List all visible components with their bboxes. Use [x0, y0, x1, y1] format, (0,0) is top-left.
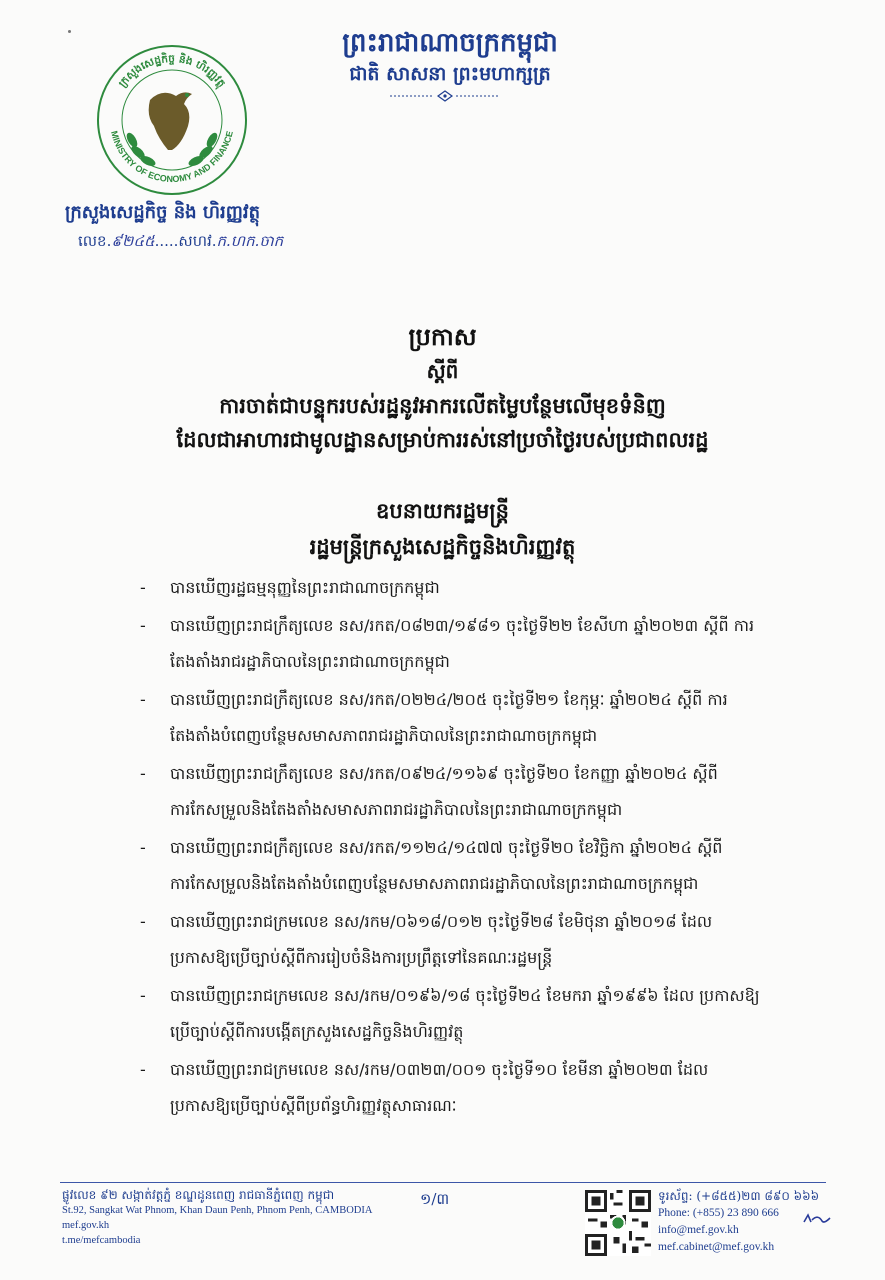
document-concerning: ស្តីពី [426, 359, 459, 383]
kingdom-motto: ជាតិ សាសនា ព្រះមហាក្សត្រ [349, 63, 551, 85]
footer-address [62, 1188, 382, 1248]
citation-text: បានឃើញព្រះរាជក្រឹត្យលេខ នស/រកត/០៩២៤/១១៦៩ ចុះថ្ងៃទី២០ ខែកញ្ញា ឆ្នាំ២០២៤ ស្តីពី ការកែសម្រួលនិងតែងតាំងសមាសភាពរាជរដ្ឋាភិបាលនៃព្រះរាជាណាចក្រកម្ពុជា [170, 764, 718, 819]
ministry-logo [92, 40, 252, 200]
citation-text: បានឃើញព្រះរាជក្រមលេខ នស/រកម/០៣២៣/០០១ ចុះថ្ងៃទី១០ ខែមីនា ឆ្នាំ២០២៣ ដែល ប្រកាសឱ្យប្រើច្បាប់ស្តីពីប្រព័ន្ធហិរញ្ញវត្ថុសាធារណៈ [170, 1060, 709, 1115]
document-subject-line-1: ការចាត់ជាបន្ទុករបស់រដ្ឋនូវអាករលើតម្លៃបន្ថែមលើមុខទំនិញ [219, 393, 666, 418]
citation-text: បានឃើញព្រះរាជក្រមលេខ នស/រកម/០១៩៦/១៨ ចុះថ្ងៃទី២៤ ខែមករា ឆ្នាំ១៩៩៦ ដែល ប្រកាសឱ្យប្រើច្បាប់ស្តីពីការបង្កើតក្រសួងសេដ្ឋកិច្ចនិងហិរញ្ញវត្ថុ [170, 986, 760, 1041]
phone-km: ទូរស័ព្ទ: (+៨៥៥)២៣ ៨៩០ ៦៦៦ [658, 1189, 820, 1203]
ministry-name: ក្រសួងសេដ្ឋកិច្ច និង ហិរញ្ញវត្ថុ [65, 202, 260, 223]
page-number: ១/៣ [420, 1190, 450, 1208]
logo-ring-text-km: ក្រសួងសេដ្ឋកិច្ច និង ហិរញ្ញវត្ថុ [116, 52, 228, 90]
bullet-dash: - [140, 986, 146, 1005]
phone-en: Phone: (+855) 23 890 666 [658, 1207, 779, 1219]
ref-label: លេខ [78, 232, 107, 250]
ref-number: ៩២៤៥ [111, 232, 155, 250]
citation-list [140, 570, 770, 1126]
ref-handwritten: ក.ហក.ចាក [216, 232, 284, 250]
initials-signature-icon [802, 1212, 832, 1226]
bullet-dash: - [140, 1060, 146, 1079]
citation-item [140, 608, 770, 680]
citation-item [140, 830, 770, 902]
scan-speck [68, 30, 71, 33]
citation-item [140, 904, 770, 976]
telegram-link[interactable]: t.me/mefcambodia [62, 1235, 141, 1246]
document-subject-line-2: ដែលជាអាហារជាមូលដ្ឋានសម្រាប់ការរស់នៅប្រចាំថ្ងៃរបស់ប្រជាពលរដ្ឋ [176, 427, 709, 452]
citation-item [140, 978, 770, 1050]
bullet-dash: - [140, 616, 146, 635]
citation-text: បានឃើញព្រះរាជក្រឹត្យលេខ នស/រកត/១១២៤/១៤៧៧ ចុះថ្ងៃទី២០ ខែវិច្ឆិកា ឆ្នាំ២០២៤ ស្តីពី ការកែសម្រួលនិងតែងតាំងបំពេញបន្ថែមសមាសភាពរាជរដ្ឋាភិបាលនៃព្រះរាជាណាចក្រកម្ពុជា [170, 838, 723, 893]
qr-code-icon [585, 1190, 651, 1256]
bullet-dash: - [140, 912, 146, 931]
bullet-dash: - [140, 578, 146, 597]
footer-divider [60, 1182, 826, 1183]
citation-text: បានឃើញព្រះរាជក្រឹត្យលេខ នស/រកត/០៨២៣/១៩៨១ ចុះថ្ងៃទី២២ ខែសីហា ឆ្នាំ២០២៣ ស្តីពី ការតែងតាំងរាជរដ្ឋាភិបាលនៃព្រះរាជាណាចក្រកម្ពុជា [170, 616, 755, 671]
bullet-dash: - [140, 690, 146, 709]
citation-item [140, 682, 770, 754]
ref-suffix: សហវ. [178, 232, 217, 250]
citation-text: បានឃើញព្រះរាជក្រឹត្យលេខ នស/រកត/០២២៤/២០៥ ចុះថ្ងៃទី២១ ខែកុម្ភៈ ឆ្នាំ២០២៤ ស្តីពី ការតែងតាំងបំពេញបន្ថែមសមាសភាពរាជរដ្ឋាភិបាលនៃព្រះរាជាណាចក្រកម្ពុជា [170, 690, 728, 745]
email-cabinet-link[interactable]: mef.cabinet@mef.gov.kh [658, 1241, 775, 1253]
address-km: ផ្លូវលេខ ៩២ សង្កាត់វត្តភ្នំ ខណ្ឌដូនពេញ រាជធានីភ្នំពេញ កម្ពុជា [62, 1188, 335, 1202]
ref-dots: . [106, 232, 112, 250]
citation-text: បានឃើញព្រះរាជក្រមលេខ នស/រកម/០៦១៨/០១២ ចុះថ្ងៃទី២៨ ខែមិថុនា ឆ្នាំ២០១៨ ដែល ប្រកាសឱ្យប្រើច្បាប់ស្តីពីការរៀបចំនិងការប្រព្រឹត្តទៅនៃគណៈរដ្ឋមន្ត្រី [170, 912, 713, 967]
bullet-dash: - [140, 838, 146, 857]
logo-ring-text: MINISTRY OF ECONOMY AND FINANCE [109, 129, 235, 185]
kingdom-title: ព្រះរាជាណាចក្រកម្ពុជា [342, 28, 558, 58]
citation-item [140, 756, 770, 828]
website-link[interactable]: mef.gov.kh [62, 1220, 110, 1231]
citation-item [140, 1052, 770, 1124]
citation-item [140, 570, 770, 606]
bird-emblem-icon [149, 92, 192, 150]
document-type: ប្រកាស [408, 322, 477, 351]
citation-text: បានឃើញរដ្ឋធម្មនុញ្ញនៃព្រះរាជាណាចក្រកម្ពុជា [170, 578, 440, 597]
bullet-dash: - [140, 764, 146, 783]
address-en: St.92, Sangkat Wat Phnom, Khan Daun Penh, Phnom Penh, CAMBODIA [62, 1205, 373, 1216]
reference-number [78, 232, 378, 258]
issuer-title-line-1: ឧបនាយករដ្ឋមន្ត្រី [376, 498, 509, 523]
issuer-title-line-2: រដ្ឋមន្ត្រីក្រសួងសេដ្ឋកិច្ចនិងហិរញ្ញវត្ថុ [309, 534, 576, 559]
ref-dots: ..... [154, 232, 179, 250]
email-info-link[interactable]: info@mef.gov.kh [658, 1224, 739, 1236]
ornament-divider [390, 90, 500, 102]
